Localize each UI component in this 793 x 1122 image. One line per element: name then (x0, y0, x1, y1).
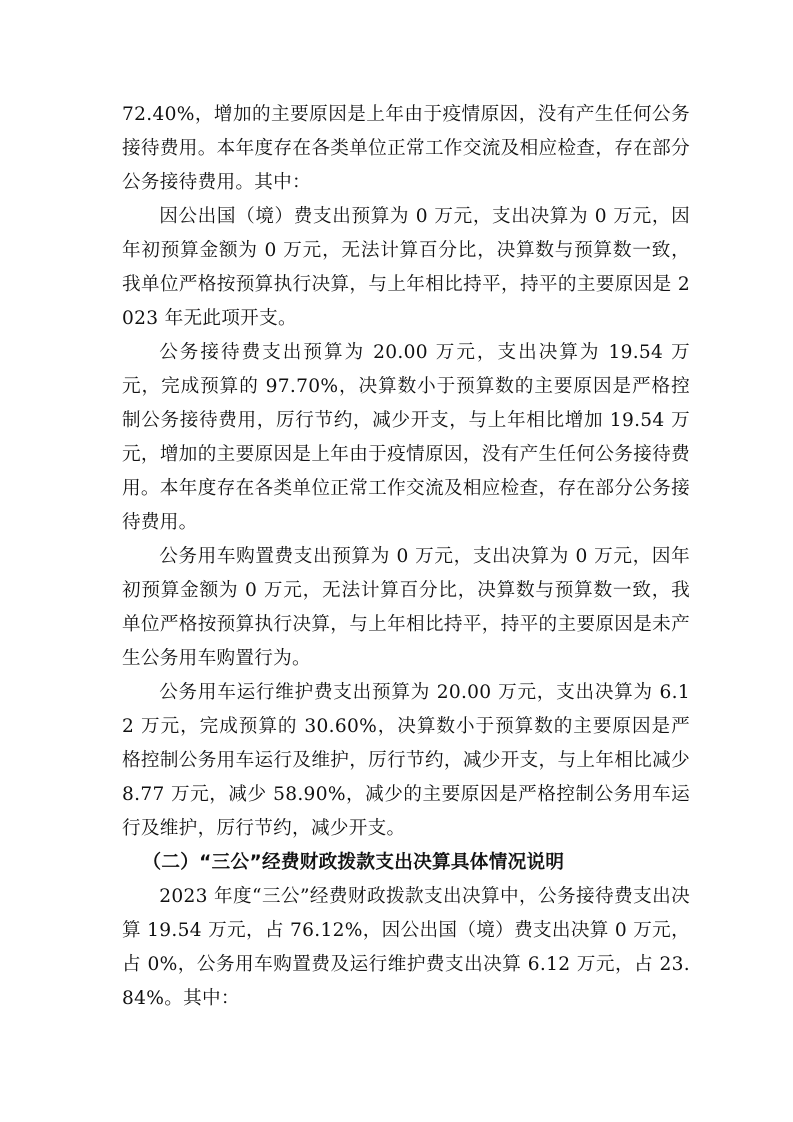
paragraph-vehicle-purchase: 公务用车购置费支出预算为 0 万元，支出决算为 0 万元，因年初预算金额为 0 万元，无法计算百分比，决算数与预算数一致，我单位严格按预算执行决算，与上年相比持平，持平的主要原因是未产生公务用车购置行为。 (122, 546, 690, 669)
paragraph-official-reception: 公务接待费支出预算为 20.00 万元，支出决算为 19.54 万元，完成预算的 97.70%，决算数小于预算数的主要原因是严格控制公务接待费用，厉行节约，减少开支，与上年相比增加 19.54 万元，增加的主要原因是上年由于疫情原因，没有产生任何公务接待费用。本年度存在各类单位正常工作交流及相应检查，存在部分公务接待费用。 (122, 342, 690, 533)
paragraph-summary: 2023 年度“三公”经费财政拨款支出决算中，公务接待费支出决算 19.54 万元，占 76.12%，因公出国（境）费支出决算 0 万元，占 0%，公务用车购置费及运行维护费支出决算 6.12 万元，占 23.84%。其中： (122, 886, 690, 1009)
paragraph-overseas-travel: 因公出国（境）费支出预算为 0 万元，支出决算为 0 万元，因年初预算金额为 0 万元，无法计算百分比，决算数与预算数一致，我单位严格按预算执行决算，与上年相比持平，持平的主要原因是 2023 年无此项开支。 (122, 206, 690, 329)
paragraph-vehicle-maintenance: 公务用车运行维护费支出预算为 20.00 万元，支出决算为 6.12 万元，完成预算的 30.60%，决算数小于预算数的主要原因是严格控制公务用车运行及维护，厉行节约，减少开支，与上年相比减少 8.77 万元，减少 58.90%，减少的主要原因是严格控制公务用车运行及维护，厉行节约，减少开支。 (122, 682, 690, 839)
paragraph-continuation: 72.40%，增加的主要原因是上年由于疫情原因，没有产生任何公务接待费用。本年度存在各类单位正常工作交流及相应检查，存在部分公务接待费用。其中： (122, 104, 690, 193)
document-body (122, 98, 690, 1016)
section-heading: （二）“三公”经费财政拨款支出决算具体情况说明 (142, 852, 565, 873)
